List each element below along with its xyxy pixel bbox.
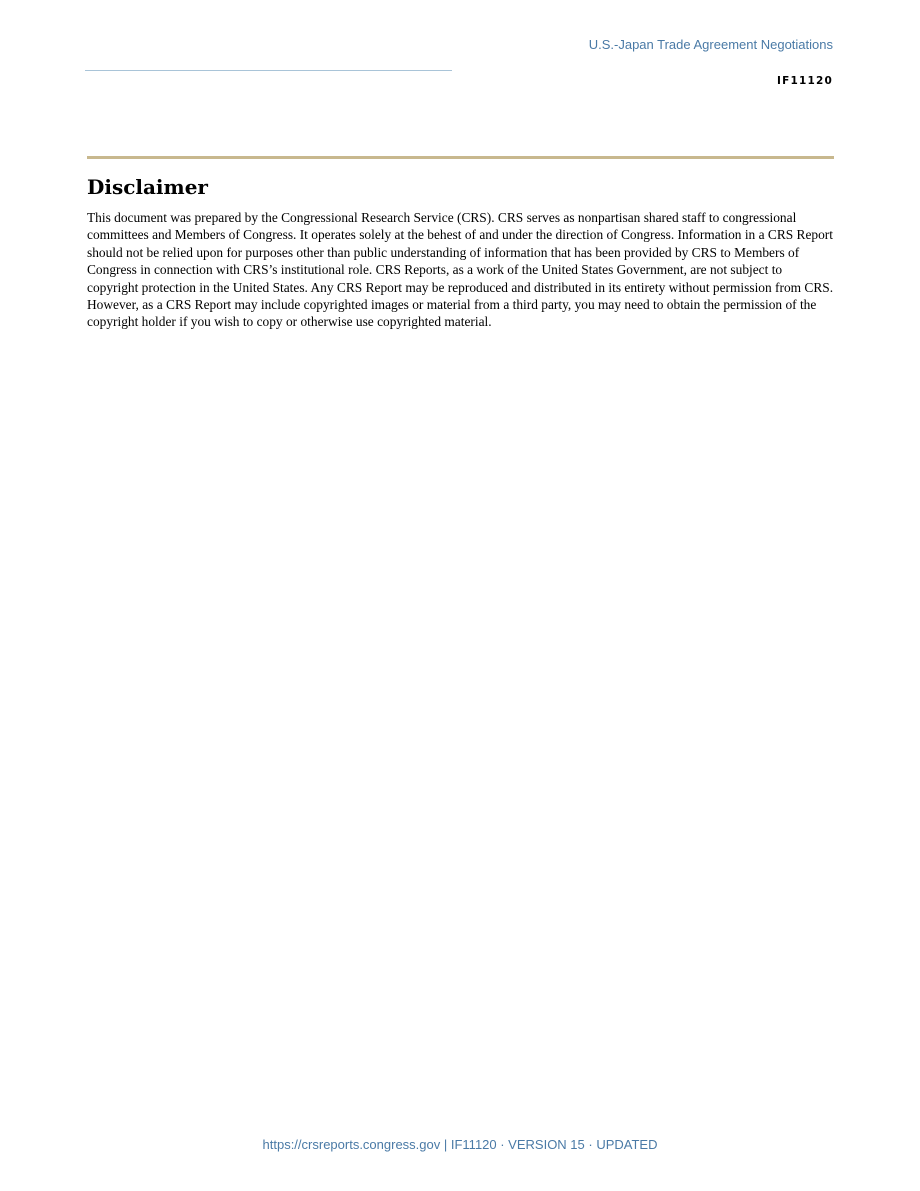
disclaimer-heading: Disclaimer [87,175,208,199]
document-id: IF11120 [776,75,833,87]
running-title: U.S.-Japan Trade Agreement Negotiations [588,37,833,52]
section-divider [87,156,834,159]
disclaimer-body: This document was prepared by the Congressional Research Service (CRS). CRS serves as nonpartisan shared staff to congressional committees and Members of Congress. It operates solely at the behest of and under the direction of Congress. Information in a CRS Report should not be relied upon for purposes other than public understanding of information that has been provided by CRS to Members of Congress in connection with CRS’s institutional role. CRS Reports, as a work of the United States Government, are not subject to copyright protection in the United States. Any CRS Report may be reproduced and distributed in its entirety without permission from CRS. However, as a CRS Report may include copyrighted images or material from a third party, you may need to obtain the permission of the copyright holder if you wish to copy or otherwise use copyrighted material. [87,210,834,330]
header-rule [85,70,452,71]
page-footer: https://crsreports.congress.gov | IF11120 · VERSION 15 · UPDATED [262,1137,658,1152]
